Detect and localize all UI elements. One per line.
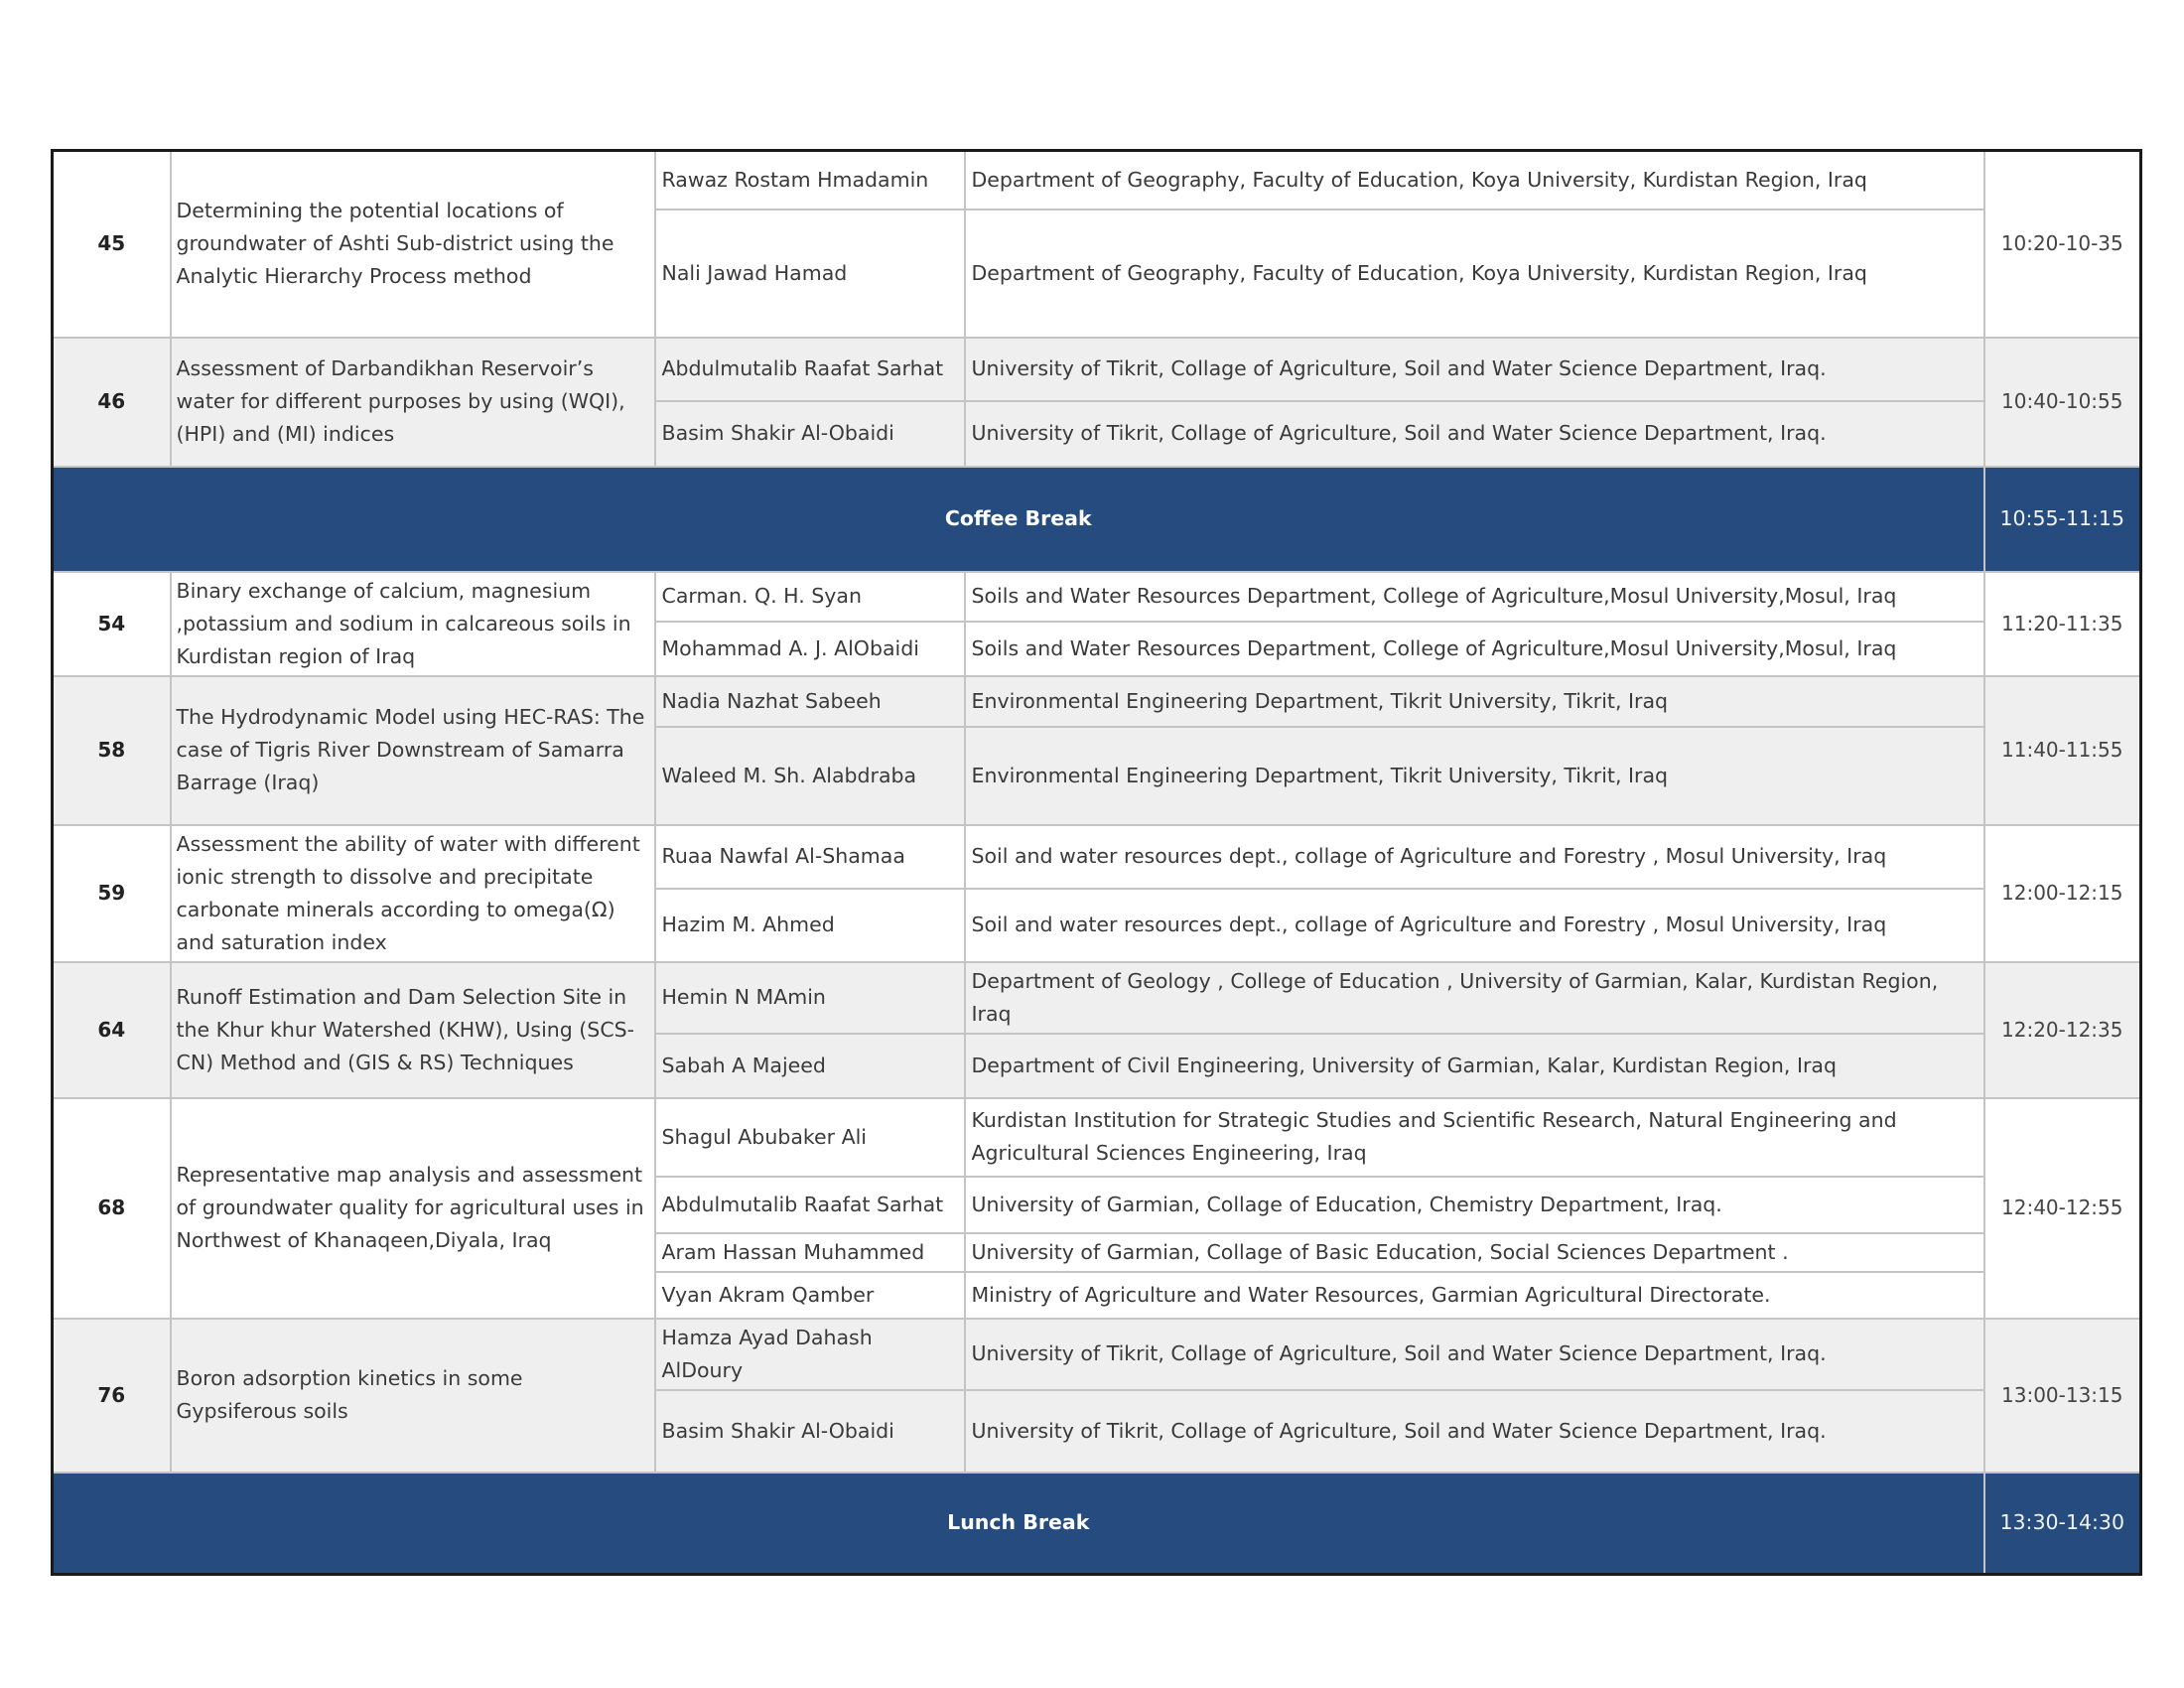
- session-row: [53, 151, 2141, 210]
- author-affiliation: Kurdistan Institution for Strategic Studies and Scientific Research, Natural Engineering and Agricultural Sciences Engineering, Iraq: [965, 1098, 1984, 1177]
- author-affiliation: Soil and water resources dept., collage of Agriculture and Forestry , Mosul University, Iraq: [965, 889, 1984, 961]
- author-name: Vyan Akram Qamber: [655, 1272, 965, 1319]
- lunch-break-row: [53, 1473, 2141, 1575]
- author-affiliation: Department of Geography, Faculty of Education, Koya University, Kurdistan Region, Iraq: [965, 151, 1984, 210]
- author-affiliation: Department of Civil Engineering, University of Garmian, Kalar, Kurdistan Region, Iraq: [965, 1034, 1984, 1098]
- author-name: Waleed M. Sh. Alabdraba: [655, 727, 965, 825]
- paper-id: 46: [53, 338, 171, 467]
- author-name: Abdulmutalib Raafat Sarhat: [655, 1177, 965, 1233]
- break-label: Lunch Break: [53, 1473, 1984, 1575]
- author-affiliation: University of Tikrit, Collage of Agriculture, Soil and Water Science Department, Iraq.: [965, 338, 1984, 401]
- break-time: 13:30-14:30: [1984, 1473, 2141, 1575]
- paper-title: Binary exchange of calcium, magnesium ,potassium and sodium in calcareous soils in Kurdistan region of Iraq: [171, 572, 655, 676]
- paper-id: 59: [53, 825, 171, 962]
- paper-title: Assessment the ability of water with different ionic strength to dissolve and precipitate carbonate minerals according to omega(Ω) and saturation index: [171, 825, 655, 962]
- time-slot: 12:20-12:35: [1984, 962, 2141, 1098]
- paper-id: 45: [53, 151, 171, 338]
- break-label: Coffee Break: [53, 467, 1984, 572]
- author-name: Basim Shakir Al-Obaidi: [655, 1390, 965, 1473]
- author-affiliation: University of Garmian, Collage of Basic Education, Social Sciences Department .: [965, 1233, 1984, 1272]
- author-affiliation: Department of Geography, Faculty of Education, Koya University, Kurdistan Region, Iraq: [965, 210, 1984, 338]
- author-affiliation: University of Tikrit, Collage of Agriculture, Soil and Water Science Department, Iraq.: [965, 1390, 1984, 1473]
- author-affiliation: University of Tikrit, Collage of Agriculture, Soil and Water Science Department, Iraq.: [965, 401, 1984, 467]
- paper-id: 64: [53, 962, 171, 1098]
- time-slot: 13:00-13:15: [1984, 1319, 2141, 1473]
- paper-title: Boron adsorption kinetics in some Gypsiferous soils: [171, 1319, 655, 1473]
- schedule-table: [51, 149, 2142, 1576]
- author-name: Carman. Q. H. Syan: [655, 572, 965, 622]
- author-affiliation: Environmental Engineering Department, Tikrit University, Tikrit, Iraq: [965, 676, 1984, 727]
- paper-title: The Hydrodynamic Model using HEC-RAS: The case of Tigris River Downstream of Samarra Barrage (Iraq): [171, 676, 655, 825]
- paper-id: 54: [53, 572, 171, 676]
- author-name: Basim Shakir Al-Obaidi: [655, 401, 965, 467]
- author-name: Mohammad A. J. AlObaidi: [655, 622, 965, 676]
- author-affiliation: Ministry of Agriculture and Water Resources, Garmian Agricultural Directorate.: [965, 1272, 1984, 1319]
- time-slot: 10:40-10:55: [1984, 338, 2141, 467]
- author-affiliation: Department of Geology , College of Education , University of Garmian, Kalar, Kurdistan Region, Iraq: [965, 962, 1984, 1034]
- time-slot: 10:20-10-35: [1984, 151, 2141, 338]
- author-name: Shagul Abubaker Ali: [655, 1098, 965, 1177]
- session-row: [53, 572, 2141, 622]
- author-name: Hazim M. Ahmed: [655, 889, 965, 961]
- break-time: 10:55-11:15: [1984, 467, 2141, 572]
- time-slot: 11:20-11:35: [1984, 572, 2141, 676]
- paper-title: Assessment of Darbandikhan Reservoir’s water for different purposes by using (WQI), (HPI) and (MI) indices: [171, 338, 655, 467]
- session-row: [53, 676, 2141, 727]
- author-affiliation: University of Garmian, Collage of Education, Chemistry Department, Iraq.: [965, 1177, 1984, 1233]
- author-affiliation: Soil and water resources dept., collage of Agriculture and Forestry , Mosul University, Iraq: [965, 825, 1984, 890]
- time-slot: 12:40-12:55: [1984, 1098, 2141, 1319]
- paper-id: 68: [53, 1098, 171, 1319]
- author-name: Aram Hassan Muhammed: [655, 1233, 965, 1272]
- author-affiliation: University of Tikrit, Collage of Agriculture, Soil and Water Science Department, Iraq.: [965, 1319, 1984, 1390]
- paper-title: Runoff Estimation and Dam Selection Site in the Khur khur Watershed (KHW), Using (SCS-CN) Method and (GIS & RS) Techniques: [171, 962, 655, 1098]
- paper-title: Determining the potential locations of groundwater of Ashti Sub-district using the Analytic Hierarchy Process method: [171, 151, 655, 338]
- session-row: [53, 338, 2141, 401]
- session-row: [53, 1098, 2141, 1177]
- paper-id: 76: [53, 1319, 171, 1473]
- time-slot: 11:40-11:55: [1984, 676, 2141, 825]
- paper-id: 58: [53, 676, 171, 825]
- author-affiliation: Soils and Water Resources Department, College of Agriculture,Mosul University,Mosul, Iraq: [965, 622, 1984, 676]
- author-name: Abdulmutalib Raafat Sarhat: [655, 338, 965, 401]
- author-name: Nali Jawad Hamad: [655, 210, 965, 338]
- time-slot: 12:00-12:15: [1984, 825, 2141, 962]
- author-name: Sabah A Majeed: [655, 1034, 965, 1098]
- author-name: Hemin N MAmin: [655, 962, 965, 1034]
- author-name: Hamza Ayad Dahash AlDoury: [655, 1319, 965, 1390]
- author-name: Ruaa Nawfal Al-Shamaa: [655, 825, 965, 890]
- author-affiliation: Environmental Engineering Department, Tikrit University, Tikrit, Iraq: [965, 727, 1984, 825]
- coffee-break-row: [53, 467, 2141, 572]
- paper-title: Representative map analysis and assessment of groundwater quality for agricultural uses in Northwest of Khanaqeen,Diyala, Iraq: [171, 1098, 655, 1319]
- session-row: [53, 825, 2141, 890]
- author-affiliation: Soils and Water Resources Department, College of Agriculture,Mosul University,Mosul, Iraq: [965, 572, 1984, 622]
- author-name: Rawaz Rostam Hmadamin: [655, 151, 965, 210]
- session-row: [53, 962, 2141, 1034]
- author-name: Nadia Nazhat Sabeeh: [655, 676, 965, 727]
- session-row: [53, 1319, 2141, 1390]
